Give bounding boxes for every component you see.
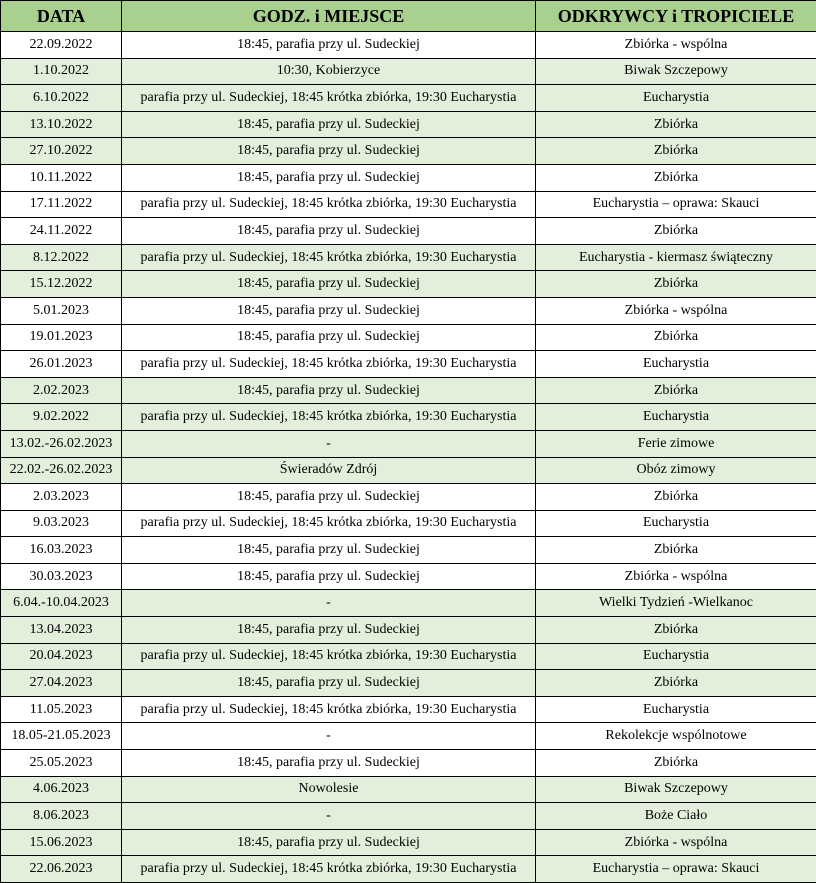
- cell-place: -: [122, 803, 536, 830]
- table-row: [1, 723, 816, 750]
- cell-group: Zbiórka: [536, 164, 816, 191]
- cell-date: 27.10.2022: [1, 138, 122, 165]
- table-row: [1, 829, 816, 856]
- cell-place: parafia przy ul. Sudeckiej, 18:45 krótka zbiórka, 19:30 Eucharystia: [122, 85, 536, 112]
- table-row: [1, 457, 816, 484]
- table-row: [1, 590, 816, 617]
- cell-place: 18:45, parafia przy ul. Sudeckiej: [122, 750, 536, 777]
- cell-group: Eucharystia: [536, 696, 816, 723]
- cell-date: 9.02.2022: [1, 404, 122, 431]
- cell-group: Biwak Szczepowy: [536, 58, 816, 85]
- cell-date: 4.06.2023: [1, 776, 122, 803]
- cell-date: 5.01.2023: [1, 297, 122, 324]
- table-row: [1, 297, 816, 324]
- cell-place: 18:45, parafia przy ul. Sudeckiej: [122, 164, 536, 191]
- cell-group: Eucharystia – oprawa: Skauci: [536, 856, 816, 883]
- cell-date: 10.11.2022: [1, 164, 122, 191]
- cell-date: 17.11.2022: [1, 191, 122, 218]
- cell-group: Zbiórka: [536, 324, 816, 351]
- cell-group: Biwak Szczepowy: [536, 776, 816, 803]
- cell-date: 6.04.-10.04.2023: [1, 590, 122, 617]
- table-row: [1, 85, 816, 112]
- cell-group: Ferie zimowe: [536, 430, 816, 457]
- table-row: [1, 750, 816, 777]
- cell-place: 10:30, Kobierzyce: [122, 58, 536, 85]
- cell-date: 16.03.2023: [1, 537, 122, 564]
- cell-place: 18:45, parafia przy ul. Sudeckiej: [122, 377, 536, 404]
- table-row: [1, 430, 816, 457]
- cell-group: Zbiórka - wspólna: [536, 297, 816, 324]
- cell-date: 8.06.2023: [1, 803, 122, 830]
- cell-date: 1.10.2022: [1, 58, 122, 85]
- table-row: [1, 776, 816, 803]
- column-header-date: DATA: [1, 1, 122, 32]
- table-row: [1, 404, 816, 431]
- cell-group: Zbiórka - wspólna: [536, 563, 816, 590]
- cell-place: parafia przy ul. Sudeckiej, 18:45 krótka zbiórka, 19:30 Eucharystia: [122, 510, 536, 537]
- cell-date: 22.06.2023: [1, 856, 122, 883]
- cell-group: Boże Ciało: [536, 803, 816, 830]
- table-row: [1, 696, 816, 723]
- cell-place: -: [122, 723, 536, 750]
- table-row: [1, 58, 816, 85]
- cell-place: 18:45, parafia przy ul. Sudeckiej: [122, 670, 536, 697]
- cell-group: Eucharystia: [536, 85, 816, 112]
- cell-group: Obóz zimowy: [536, 457, 816, 484]
- cell-date: 11.05.2023: [1, 696, 122, 723]
- cell-group: Zbiórka - wspólna: [536, 829, 816, 856]
- column-header-group: ODKRYWCY i TROPICIELE: [536, 1, 816, 32]
- cell-place: 18:45, parafia przy ul. Sudeckiej: [122, 297, 536, 324]
- cell-date: 13.02.-26.02.2023: [1, 430, 122, 457]
- cell-date: 18.05-21.05.2023: [1, 723, 122, 750]
- cell-group: Zbiórka: [536, 617, 816, 644]
- table-row: [1, 643, 816, 670]
- cell-group: Eucharystia: [536, 510, 816, 537]
- header-row: [1, 1, 816, 32]
- table-row: [1, 111, 816, 138]
- table-row: [1, 563, 816, 590]
- table-row: [1, 164, 816, 191]
- cell-place: 18:45, parafia przy ul. Sudeckiej: [122, 271, 536, 298]
- cell-group: Eucharystia - kiermasz świąteczny: [536, 244, 816, 271]
- table-body: [1, 32, 816, 883]
- cell-group: Zbiórka - wspólna: [536, 32, 816, 59]
- table-row: [1, 617, 816, 644]
- cell-place: parafia przy ul. Sudeckiej, 18:45 krótka zbiórka, 19:30 Eucharystia: [122, 404, 536, 431]
- cell-group: Zbiórka: [536, 484, 816, 511]
- table-row: [1, 32, 816, 59]
- cell-date: 24.11.2022: [1, 218, 122, 245]
- cell-group: Zbiórka: [536, 377, 816, 404]
- table-row: [1, 803, 816, 830]
- table-row: [1, 138, 816, 165]
- table-row: [1, 484, 816, 511]
- cell-date: 9.03.2023: [1, 510, 122, 537]
- cell-place: parafia przy ul. Sudeckiej, 18:45 krótka zbiórka, 19:30 Eucharystia: [122, 643, 536, 670]
- cell-place: 18:45, parafia przy ul. Sudeckiej: [122, 537, 536, 564]
- table-row: [1, 244, 816, 271]
- table-row: [1, 537, 816, 564]
- cell-place: 18:45, parafia przy ul. Sudeckiej: [122, 111, 536, 138]
- cell-group: Zbiórka: [536, 138, 816, 165]
- column-header-place: GODZ. i MIEJSCE: [122, 1, 536, 32]
- cell-date: 22.09.2022: [1, 32, 122, 59]
- cell-place: -: [122, 430, 536, 457]
- cell-group: Eucharystia: [536, 404, 816, 431]
- table-row: [1, 271, 816, 298]
- cell-place: -: [122, 590, 536, 617]
- cell-group: Zbiórka: [536, 271, 816, 298]
- cell-date: 20.04.2023: [1, 643, 122, 670]
- cell-date: 2.02.2023: [1, 377, 122, 404]
- cell-group: Zbiórka: [536, 750, 816, 777]
- cell-place: Świeradów Zdrój: [122, 457, 536, 484]
- table-row: [1, 856, 816, 883]
- cell-place: 18:45, parafia przy ul. Sudeckiej: [122, 32, 536, 59]
- cell-place: parafia przy ul. Sudeckiej, 18:45 krótka zbiórka, 19:30 Eucharystia: [122, 191, 536, 218]
- cell-date: 8.12.2022: [1, 244, 122, 271]
- table-header: [1, 1, 816, 32]
- cell-group: Eucharystia: [536, 643, 816, 670]
- cell-place: Nowolesie: [122, 776, 536, 803]
- cell-place: 18:45, parafia przy ul. Sudeckiej: [122, 829, 536, 856]
- cell-group: Zbiórka: [536, 670, 816, 697]
- cell-group: Zbiórka: [536, 537, 816, 564]
- cell-group: Rekolekcje wspólnotowe: [536, 723, 816, 750]
- cell-group: Zbiórka: [536, 218, 816, 245]
- cell-date: 13.10.2022: [1, 111, 122, 138]
- cell-group: Wielki Tydzień -Wielkanoc: [536, 590, 816, 617]
- cell-date: 25.05.2023: [1, 750, 122, 777]
- cell-place: 18:45, parafia przy ul. Sudeckiej: [122, 138, 536, 165]
- cell-place: 18:45, parafia przy ul. Sudeckiej: [122, 563, 536, 590]
- cell-date: 19.01.2023: [1, 324, 122, 351]
- cell-date: 6.10.2022: [1, 85, 122, 112]
- cell-date: 13.04.2023: [1, 617, 122, 644]
- cell-date: 30.03.2023: [1, 563, 122, 590]
- cell-group: Eucharystia: [536, 351, 816, 378]
- table-row: [1, 510, 816, 537]
- cell-group: Eucharystia – oprawa: Skauci: [536, 191, 816, 218]
- cell-date: 27.04.2023: [1, 670, 122, 697]
- cell-place: 18:45, parafia przy ul. Sudeckiej: [122, 324, 536, 351]
- cell-place: 18:45, parafia przy ul. Sudeckiej: [122, 617, 536, 644]
- cell-place: parafia przy ul. Sudeckiej, 18:45 krótka zbiórka, 19:30 Eucharystia: [122, 244, 536, 271]
- cell-date: 15.12.2022: [1, 271, 122, 298]
- cell-place: 18:45, parafia przy ul. Sudeckiej: [122, 484, 536, 511]
- cell-place: 18:45, parafia przy ul. Sudeckiej: [122, 218, 536, 245]
- cell-date: 2.03.2023: [1, 484, 122, 511]
- cell-place: parafia przy ul. Sudeckiej, 18:45 krótka zbiórka, 19:30 Eucharystia: [122, 856, 536, 883]
- cell-place: parafia przy ul. Sudeckiej, 18:45 krótka zbiórka, 19:30 Eucharystia: [122, 696, 536, 723]
- cell-date: 15.06.2023: [1, 829, 122, 856]
- table-row: [1, 218, 816, 245]
- cell-date: 26.01.2023: [1, 351, 122, 378]
- cell-date: 22.02.-26.02.2023: [1, 457, 122, 484]
- cell-place: parafia przy ul. Sudeckiej, 18:45 krótka zbiórka, 19:30 Eucharystia: [122, 351, 536, 378]
- table-row: [1, 191, 816, 218]
- table-row: [1, 324, 816, 351]
- table-row: [1, 377, 816, 404]
- cell-group: Zbiórka: [536, 111, 816, 138]
- table-row: [1, 351, 816, 378]
- table-row: [1, 670, 816, 697]
